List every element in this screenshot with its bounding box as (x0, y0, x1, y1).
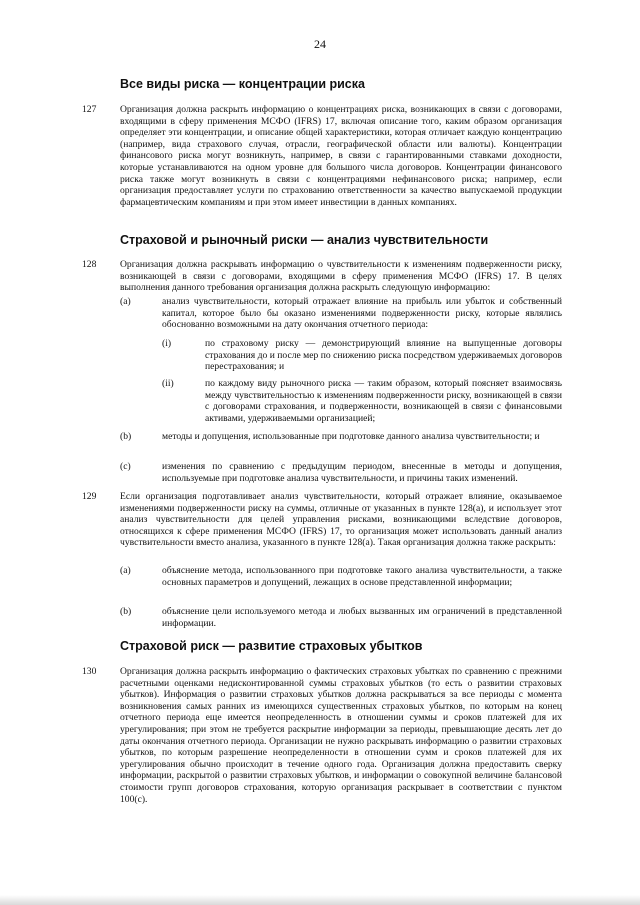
item-128b-text: методы и допущения, использованные при подготовке данного анализа чувствительности; и (162, 431, 540, 442)
item-129b-label: (b) (120, 606, 132, 617)
subitem-128a-ii-text: по каждому виду рыночного риска — таким образом, который поясняет взаимосвязь между чувствительностью к изменениям подверженности риску, возникающей в связи с договорами страхования, и подверженности, возникающей в связи с финансовыми активами, удерживаемыми организацией; (205, 378, 562, 424)
item-128b-label: (b) (120, 431, 132, 442)
paragraph-number-128: 128 (82, 259, 97, 270)
subitem-128a-i-label: (i) (162, 338, 172, 349)
item-129a-label: (a) (120, 565, 131, 576)
paragraph-number-130: 130 (82, 666, 97, 677)
item-128a-text: анализ чувствительности, который отражает влияние на прибыль или убыток и собственный капитал, которое было бы оказано изменениями подверженности риску, которые являлись обоснованно возможными на дату окончания отчетного периода: (162, 296, 562, 331)
page-number: 24 (314, 37, 326, 51)
subitem-128a-i-text: по страховому риску — демонстрирующий влияние на выпущенные договоры страхования до и после мер по снижению риска посредством удерживаемых договоров перестрахования; и (205, 338, 562, 373)
item-128c-label: (c) (120, 461, 131, 472)
paragraph-number-127: 127 (82, 104, 97, 115)
item-129a-text: объяснение метода, использованного при подготовке такого анализа чувствительности, а также основных параметров и допущений, лежащих в основе представленной информации; (162, 565, 562, 588)
paragraph-128-text: Организация должна раскрывать информацию о чувствительности к изменениям подверженности риску, возникающей в связи с договорами, входящими в сферу применения МСФО (IFRS) 17. В целях выполнения данного требования организация должна раскрыть следующую информацию: (120, 259, 562, 294)
section-heading-claims-development: Страховой риск — развитие страховых убытков (120, 639, 423, 653)
item-128c-text: изменения по сравнению с предыдущим периодом, внесенные в методы и допущения, используемые при подготовке анализа чувствительности, и причины таких изменений. (162, 461, 562, 484)
item-128a-label: (a) (120, 296, 131, 307)
item-129b-text: объяснение цели используемого метода и любых вызванных им ограничений в представленной информации. (162, 606, 562, 629)
section-heading-risk-concentrations: Все виды риска — концентрации риска (120, 77, 365, 91)
subitem-128a-ii-label: (ii) (162, 378, 174, 389)
paragraph-130-text: Организация должна раскрыть информацию о фактических страховых убытках по сравнению с прежними расчетными оценками недисконтированной суммы страховых убытков (то есть о развитии страховых убытков). Информация о развитии страховых убытков должна раскрываться за все периоды с момента возникновения самых ранних из имеющихся существенных страховых убытков, по которым на конец отчетного периода еще имеется неопределенность в отношении суммы и сроков платежей для их урегулирования; при этом не требуется раскрытие информации за периоды, превышающие десять лет до даты окончания отчетного периода. Организации не нужно раскрывать информацию о развитии страховых убытков, по которым разрешение неопределенности в отношении сумм и сроков платежей для их урегулирования обычно происходит в течение одного года. Организация должна предоставить сверку информации, раскрытой о развитии страховых убытков, и информации о совокупной величине балансовой стоимости групп договоров страхования, которую организация раскрывает в соответствии с пунктом 100(c). (120, 666, 562, 805)
paragraph-127-text: Организация должна раскрыть информацию о концентрациях риска, возникающих в связи с договорами, входящими в сферу применения МСФО (IFRS) 17, включая описание того, каким образом организация определяет эти концентрации, и описание общей характеристики, которая отличает каждую концентрацию (например, вида страхового случая, отрасли, географической области или валюты). Концентрации финансового риска могут возникнуть, например, в связи с гарантированными ставками доходности, которые устанавливаются на одном уровне для большого числа договоров. Концентрации финансового риска также могут возникнуть в связи с концентрациями нефинансового риска; например, если организация предоставляет услуги по страхованию ответственности за качество выпускаемой продукции фармацевтическим компаниям и при этом имеет инвестиции в данных компаниях. (120, 104, 562, 208)
section-heading-sensitivity-analysis: Страховой и рыночный риски — анализ чувствительности (120, 233, 489, 247)
paragraph-number-129: 129 (82, 491, 97, 502)
paragraph-129-text: Если организация подготавливает анализ чувствительности, который отражает влияние, оказываемое изменениями подверженности риску на суммы, отличные от указанных в пункте 128(a), и использует этот анализ чувствительности для целей управления рисками, возникающими вследствие договоров, относящихся к сфере применения МСФО (IFRS) 17, то организация может использовать данный анализ чувствительности вместо анализа, указанного в пункте 128(a). Такая организация должна также раскрыть: (120, 491, 562, 549)
scan-bottom-edge (0, 895, 640, 905)
